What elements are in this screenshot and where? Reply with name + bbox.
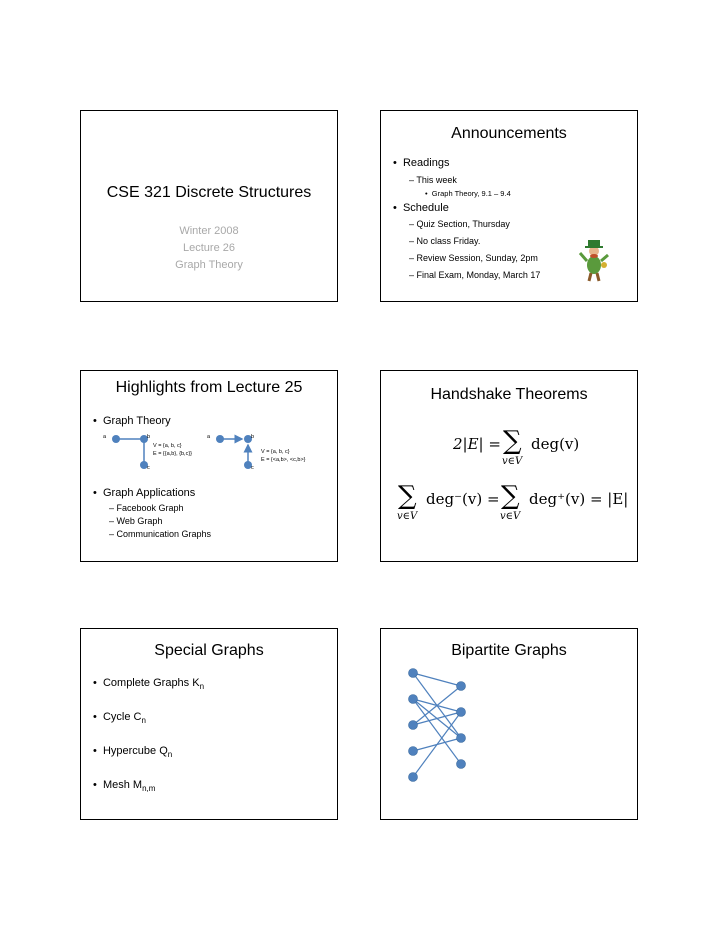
bullet-item: • Cycle $C_n$	[93, 711, 146, 726]
left-node	[409, 747, 418, 756]
subtitle-line: Graph Theory	[175, 259, 243, 271]
right-node	[457, 734, 466, 743]
sub-item: – Facebook Graph	[109, 503, 184, 513]
edge-set: E = {{a,b}, {b,c}}	[153, 451, 192, 457]
sub-item: – This week	[409, 175, 457, 185]
eq-lhs: 2|E| =	[453, 435, 501, 453]
left-node	[409, 773, 418, 782]
sum-subscript: v∈V	[500, 511, 521, 522]
vertex-set: V = {a, b, c}	[261, 449, 290, 455]
right-node	[457, 708, 466, 717]
slide-heading: Highlights from Lecture 25	[115, 379, 303, 396]
sum-subscript: v∈V	[397, 511, 418, 522]
sum-symbol: ∑	[503, 426, 522, 456]
sum-symbol: ∑	[398, 481, 417, 511]
bullet-item: • Hypercube $Q_n$	[93, 745, 173, 760]
bullet-item: • Graph Applications	[93, 487, 196, 499]
slide-title	[80, 110, 338, 302]
left-node	[409, 695, 418, 704]
slide-heading: Handshake Theorems	[430, 386, 588, 403]
sub-item: – Web Graph	[109, 516, 163, 526]
node-label: b	[147, 434, 151, 440]
slide-heading: Bipartite Graphs	[451, 642, 567, 659]
subtitle-line: Lecture 26	[183, 242, 235, 254]
node-label: b	[251, 434, 255, 440]
graph-edge	[413, 712, 461, 777]
slide-bipartite	[380, 628, 638, 820]
graph-edge	[413, 673, 461, 686]
sub-item: – No class Friday.	[409, 236, 481, 246]
node-label: a	[103, 434, 107, 440]
edge-set: E = {<a,b>, <c,b>}	[261, 457, 306, 463]
slide-highlights	[80, 370, 338, 562]
slide-heading: Special Graphs	[154, 642, 264, 659]
sub-item: – Quiz Section, Thursday	[409, 219, 510, 229]
bullet-item: • Complete Graphs $K_n$	[93, 677, 205, 692]
leprechaun-picture	[381, 111, 637, 301]
eq-middle: deg⁻(v) =	[426, 490, 500, 508]
right-node	[457, 682, 466, 691]
slide-announcements	[380, 110, 638, 302]
node-label: c	[147, 465, 150, 471]
node-label: a	[207, 434, 211, 440]
sum-subscript: v∈V	[502, 456, 523, 467]
bullet-item: • Mesh $M_{n,m}$	[93, 779, 156, 794]
slide-heading: Announcements	[451, 125, 567, 142]
slide-handshake	[380, 370, 638, 562]
sum-symbol: ∑	[501, 481, 520, 511]
graph-node	[216, 435, 224, 443]
sub-sub-item: • Graph Theory, 9.1 – 9.4	[425, 189, 511, 198]
slide-special-graphs	[80, 628, 338, 820]
sub-item: – Final Exam, Monday, March 17	[409, 270, 541, 280]
eq-rhs: deg(v)	[531, 435, 580, 453]
subtitle-line: Winter 2008	[179, 225, 239, 237]
bullet-item: • Graph Theory	[93, 415, 171, 427]
slide-title-subtitle	[81, 223, 337, 274]
eq-rhs: deg⁺(v) = |E|	[529, 490, 629, 508]
bullet-item: • Readings	[393, 157, 450, 169]
sub-item: – Communication Graphs	[109, 529, 212, 539]
bipartite-graph	[381, 629, 637, 819]
right-node	[457, 760, 466, 769]
graph-node	[112, 435, 120, 443]
bullet-item: • Schedule	[393, 202, 449, 214]
slide-title-heading: CSE 321 Discrete Structures	[106, 184, 312, 201]
left-node	[409, 721, 418, 730]
left-node	[409, 669, 418, 678]
node-label: c	[251, 465, 254, 471]
sub-item: – Review Session, Sunday, 2pm	[409, 253, 538, 263]
vertex-set: V = {a, b, c}	[153, 443, 182, 449]
